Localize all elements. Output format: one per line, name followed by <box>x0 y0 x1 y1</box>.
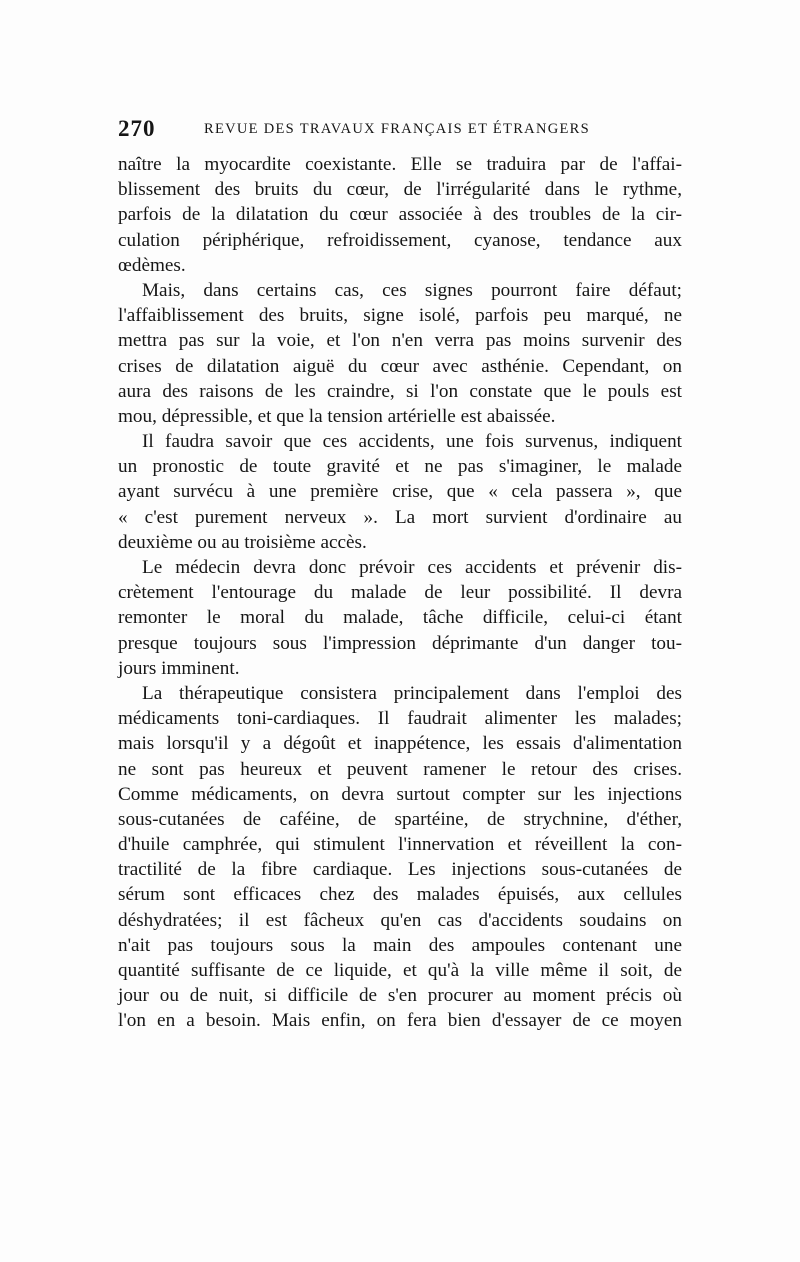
text-line: « c'est purement nerveux ». La mort survient d'ordinaire au <box>118 506 682 528</box>
text-line: Le médecin devra donc prévoir ces accidents et prévenir dis- <box>142 557 682 578</box>
text-line: un pronostic de toute gravité et ne pas s'imaginer, le malade <box>118 456 682 478</box>
text-line: jours imminent. <box>118 657 240 679</box>
running-head <box>118 116 684 146</box>
text-line: naître la myocardite coexistante. Elle se traduira par de l'affai- <box>118 154 682 175</box>
text-line: déshydratées; il est fâcheux qu'en cas d'accidents soudains on <box>118 909 682 931</box>
text-line: deuxième ou au troisième accès. <box>118 531 367 553</box>
text-line: presque toujours sous l'impression déprimante d'un danger tou- <box>118 632 682 654</box>
text-line: quantité suffisante de ce liquide, et qu'à la ville même il soit, de <box>118 960 682 981</box>
text-line: d'huile camphrée, qui stimulent l'innervation et réveillent la con- <box>118 834 682 856</box>
text-line: œdèmes. <box>118 254 186 276</box>
text-line: jour ou de nuit, si difficile de s'en procurer au moment précis où <box>118 985 682 1007</box>
text-line: ayant survécu à une première crise, que « cela passera », que <box>118 481 682 503</box>
text-line: aura des raisons de les craindre, si l'on constate que le pouls est <box>118 380 682 402</box>
text-line: La thérapeutique consistera principalement dans l'emploi des <box>142 682 682 704</box>
text-line: Mais, dans certains cas, ces signes pourront faire défaut; <box>142 279 682 301</box>
text-line: tractilité de la fibre cardiaque. Les injections sous-cutanées de <box>118 859 682 881</box>
text-line: l'affaiblissement des bruits, signe isolé, parfois peu marqué, ne <box>118 305 682 327</box>
text-line: ne sont pas heureux et peuvent ramener le retour des crises. <box>118 758 682 780</box>
text-line: mais lorsqu'il y a dégoût et inappétence, les essais d'alimentation <box>118 733 682 755</box>
text-line: crètement l'entourage du malade de leur possibilité. Il devra <box>118 582 682 604</box>
text-line: médicaments toni-cardiaques. Il faudrait alimenter les malades; <box>118 708 682 730</box>
text-line: sérum sont efficaces chez des malades épuisés, aux cellules <box>118 884 682 906</box>
text-line: crises de dilatation aiguë du cœur avec asthénie. Cependant, on <box>118 355 682 377</box>
text-line: n'ait pas toujours sous la main des ampoules contenant une <box>118 934 682 956</box>
text-line: l'on en a besoin. Mais enfin, on fera bien d'essayer de ce moyen <box>118 1010 682 1032</box>
text-line: mou, dépressible, et que la tension artérielle est abaissée. <box>118 405 556 427</box>
text-line: Il faudra savoir que ces accidents, une fois survenus, indiquent <box>142 431 682 453</box>
text-line: parfois de la dilatation du cœur associée à des troubles de la cir- <box>118 204 682 226</box>
page-number: 270 <box>118 116 156 141</box>
text-line: Comme médicaments, on devra surtout compter sur les injections <box>118 783 682 805</box>
text-line: culation périphérique, refroidissement, cyanose, tendance aux <box>118 229 682 251</box>
text-line: blissement des bruits du cœur, de l'irrégularité dans le rythme, <box>118 179 682 201</box>
text-line: mettra pas sur la voie, et l'on n'en verra pas moins survenir des <box>118 330 682 352</box>
text-line: remonter le moral du malade, tâche difficile, celui-ci étant <box>118 607 682 629</box>
running-title: REVUE DES TRAVAUX FRANÇAIS ET ÉTRANGERS <box>204 121 590 137</box>
body-text <box>118 152 682 1034</box>
text-line: sous-cutanées de caféine, de spartéine, de strychnine, d'éther, <box>118 808 682 830</box>
